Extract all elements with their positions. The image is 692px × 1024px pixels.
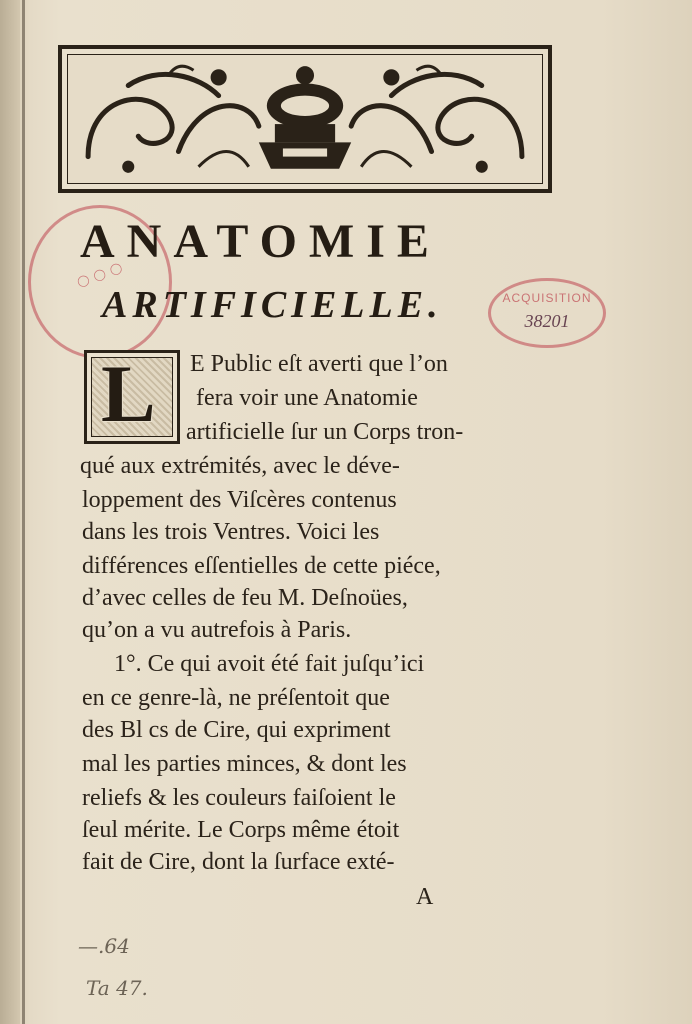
body-line: qu’on a vu autrefois à Paris. — [82, 617, 352, 643]
body-line: dans les trois Ventres. Voici les — [82, 519, 380, 545]
acquisition-stamp-number: 38201 — [524, 311, 570, 331]
body-line: fait de Cire, dont la ſurface exté- — [82, 849, 395, 875]
body-line: différences eſſentielles de cette piéce, — [82, 553, 441, 579]
acquisition-stamp-label: ACQUISITION — [502, 291, 592, 305]
drop-cap-letter: L — [101, 348, 156, 439]
body-line: en ce genre-là, ne préſentoit que — [82, 685, 390, 711]
body-line: mal les parties minces, & dont les — [82, 751, 407, 777]
body-line: loppement des Viſcères contenus — [82, 487, 397, 513]
body-line: qué aux extrémités, avec le déve- — [80, 453, 400, 479]
body-line: des Bl cs de Cire, qui expriment — [82, 717, 391, 743]
acquisition-stamp — [488, 278, 606, 348]
book-spine-shadow — [0, 0, 20, 1024]
body-line: fera voir une Anatomie — [196, 385, 418, 411]
gutter-line — [22, 0, 25, 1024]
page-title: ANATOMIE — [80, 215, 441, 268]
stamp-left-mark: ◯ ◯ ◯ — [75, 261, 125, 289]
handwritten-shelfmark-top: —.64 — [78, 934, 130, 958]
drop-cap — [84, 350, 180, 444]
body-line: artificielle ſur un Corps tron- — [186, 419, 464, 445]
handwritten-shelfmark-bottom: Ta 47. — [86, 976, 148, 1000]
body-line: d’avec celles de feu M. Deſnoües, — [82, 585, 408, 611]
body-line: 1°. Ce qui avoit été fait juſqu’ici — [114, 651, 425, 677]
ornamental-headpiece — [58, 45, 552, 193]
body-line: ſeul mérite. Le Corps même étoit — [82, 817, 400, 843]
page-subtitle: ARTIFICIELLE. — [102, 284, 443, 326]
floral-ornament-icon — [68, 55, 542, 183]
body-line: reliefs & les couleurs faiſoient le — [82, 785, 396, 811]
signature-mark: A — [416, 884, 434, 910]
body-line: E Public eſt averti que l’on — [190, 351, 448, 377]
